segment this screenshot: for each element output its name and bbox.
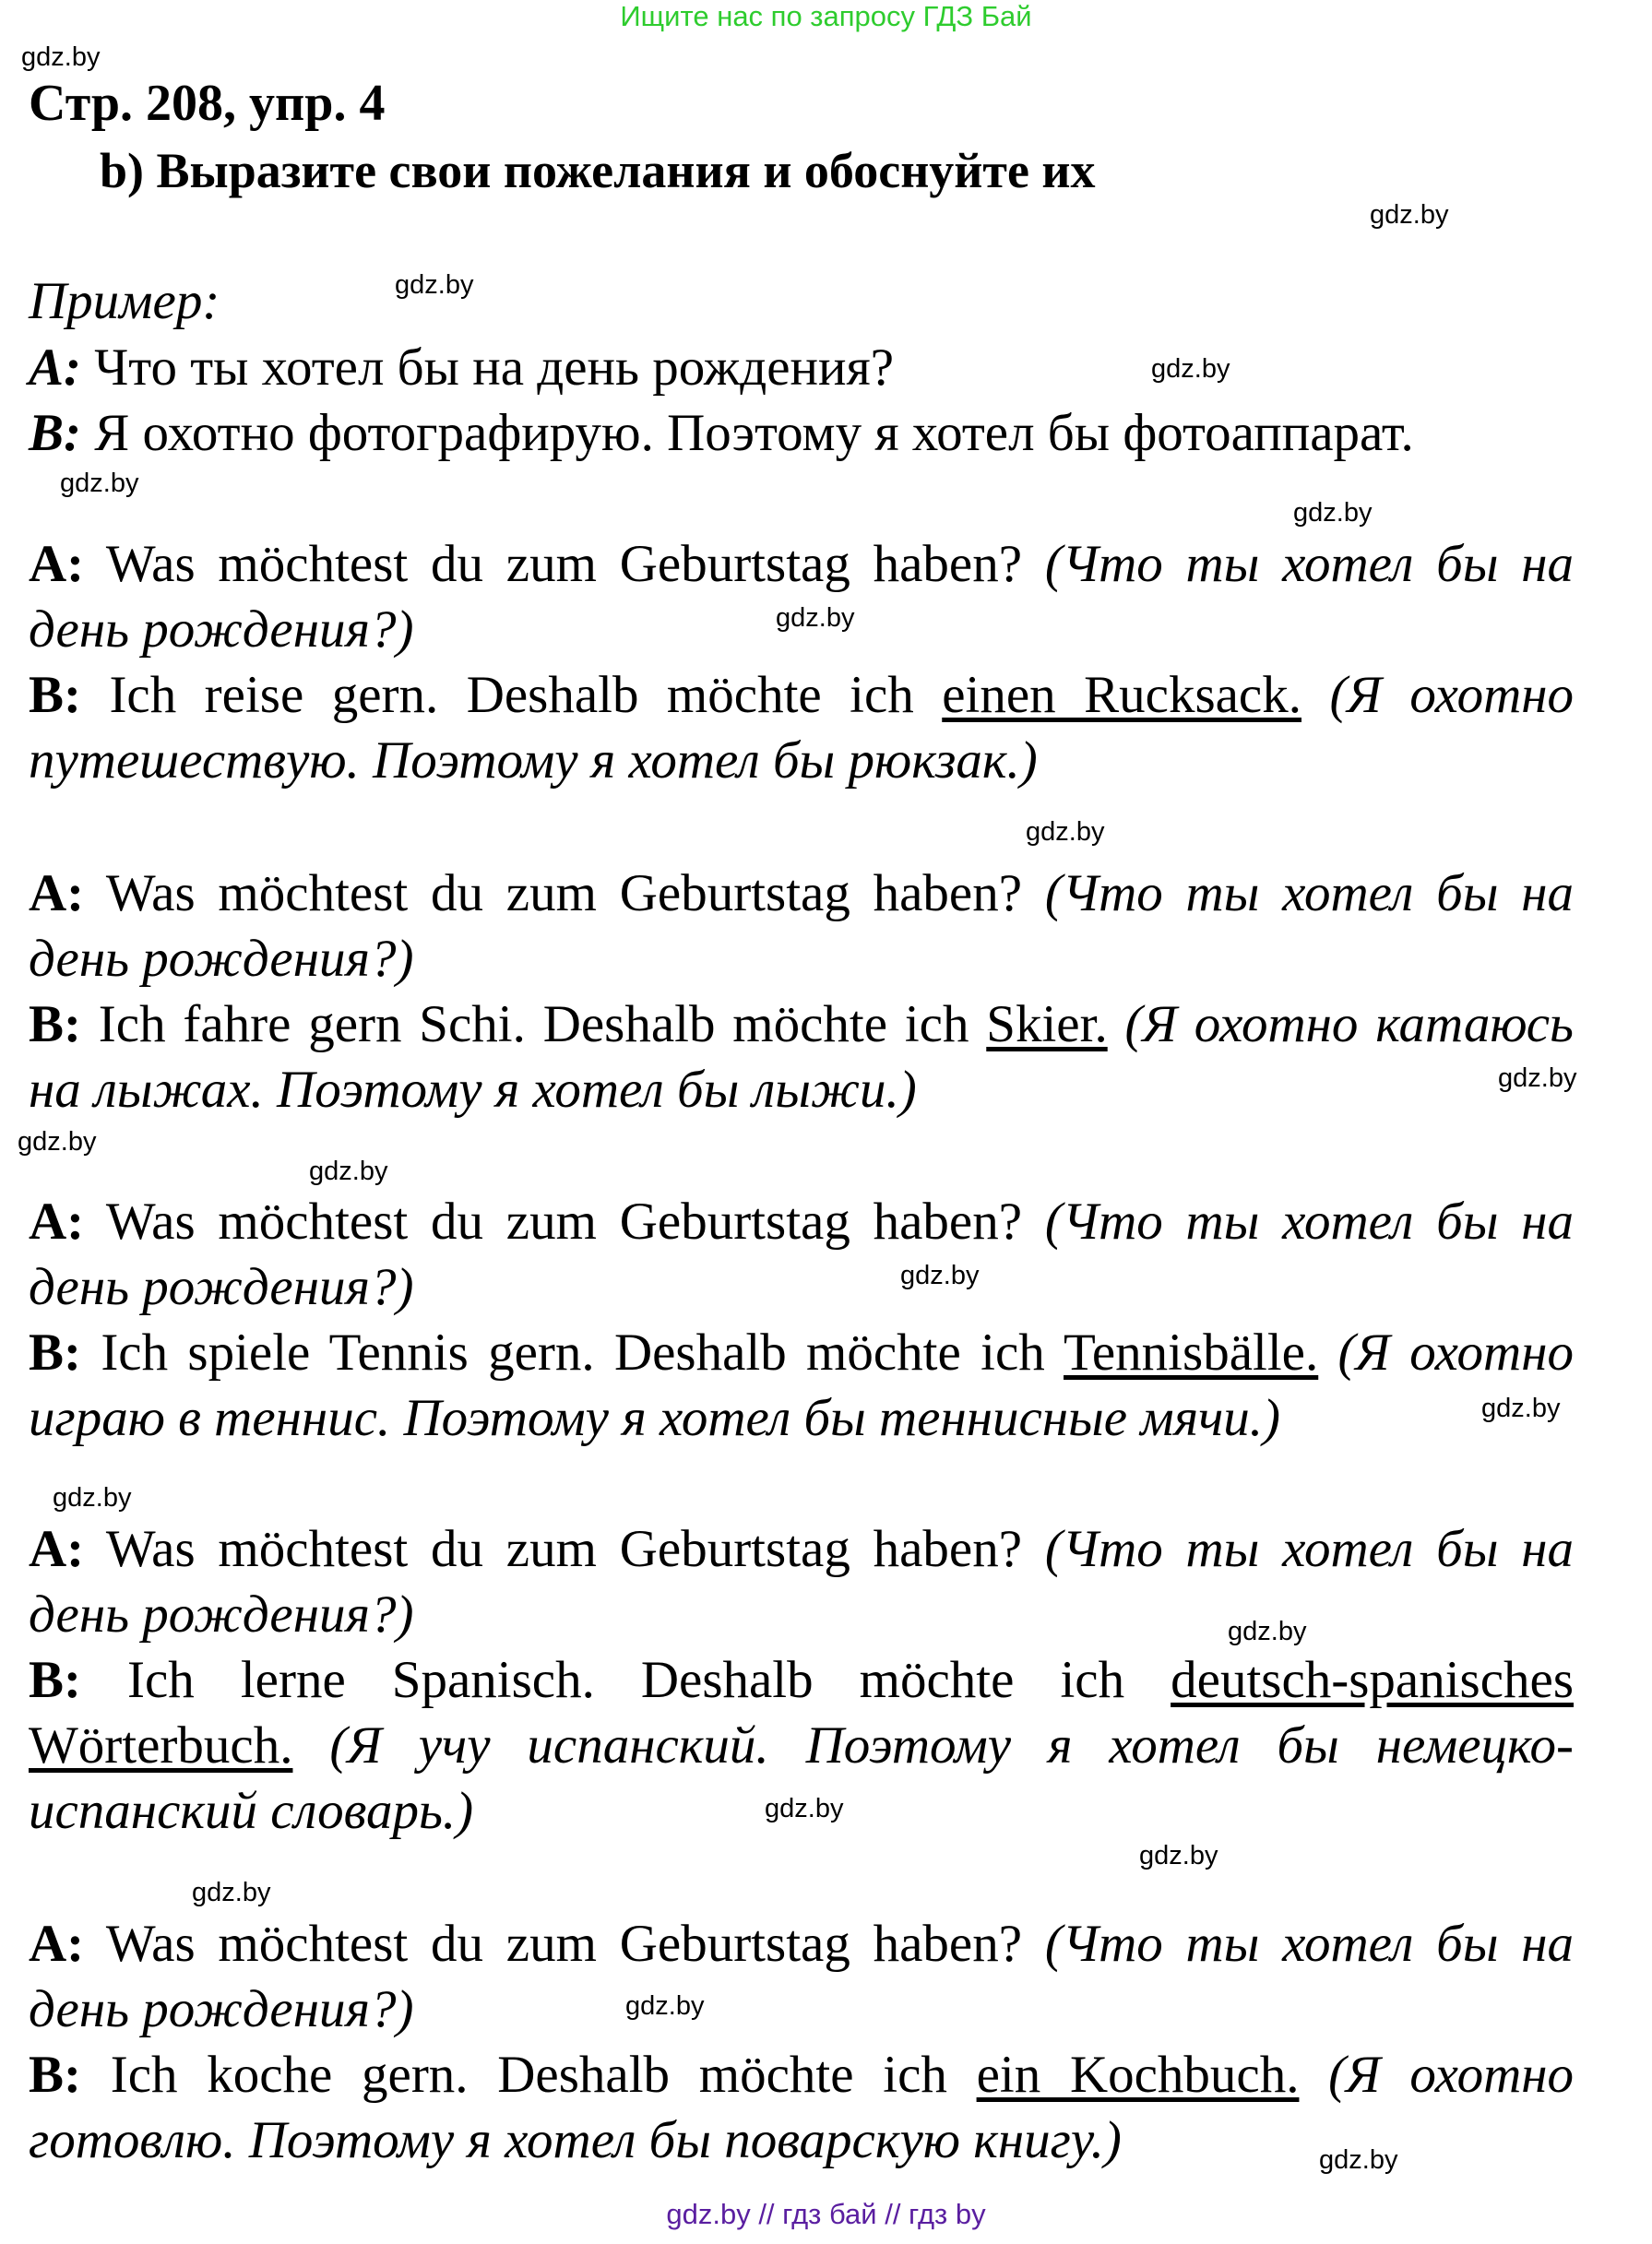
dialog-question: [29, 1516, 1574, 1647]
watermark: gdz.by: [776, 603, 855, 633]
question-text: Was möchtest du zum Geburtstag haben?: [105, 1520, 1023, 1578]
example-question: [29, 335, 894, 400]
answer-translation: (Я охотно путешествую. Поэтому я хотел бы рюкзак.): [29, 666, 1575, 790]
answer-underlined: einen Rucksack.: [942, 666, 1301, 724]
dialog-question: [29, 531, 1574, 662]
speaker-a-label: A:: [29, 1520, 85, 1578]
answer-underlined: Tennisbälle.: [1064, 1324, 1319, 1382]
watermark: gdz.by: [53, 1483, 132, 1513]
answer-text: Ich koche gern. Deshalb möchte ich: [110, 2046, 947, 2104]
dialog-3: [29, 1189, 1574, 1451]
speaker-b-label: B:: [29, 404, 81, 462]
dialog-question: [29, 861, 1574, 991]
page-title: Стр. 208, упр. 4: [29, 75, 386, 132]
speaker-b-label: B:: [29, 995, 81, 1053]
answer-translation: (Я охотно катаюсь на лыжах. Поэтому я хотел бы лыжи.): [29, 995, 1574, 1119]
watermark: gdz.by: [1151, 354, 1230, 384]
speaker-a-label: A:: [29, 1193, 85, 1251]
speaker-b-label: B:: [29, 2046, 81, 2104]
speaker-b-label: B:: [29, 1324, 81, 1382]
answer-text: Ich reise gern. Deshalb möchte ich: [109, 666, 914, 724]
watermark: gdz.by: [18, 1127, 97, 1157]
dialog-question: [29, 1911, 1574, 2042]
dialog-5: [29, 1911, 1574, 2173]
answer-underlined: deutsch-spanisches Wörterbuch.: [29, 1651, 1575, 1775]
question-translation: (Что ты хотел бы на день рождения?): [29, 1915, 1575, 2038]
watermark: gdz.by: [1293, 498, 1373, 528]
watermark: gdz.by: [395, 270, 474, 300]
watermark: gdz.by: [1319, 2145, 1398, 2175]
answer-translation: (Я учу испанский. Поэтому я хотел бы немецко-испанский словарь.): [29, 1716, 1574, 1840]
dialog-1: [29, 531, 1574, 793]
watermark: gdz.by: [1370, 200, 1449, 230]
question-translation: (Что ты хотел бы на день рождения?): [29, 864, 1575, 988]
example-question-text: Что ты хотел бы на день рождения?: [94, 338, 895, 397]
speaker-a-label: A:: [29, 864, 85, 922]
watermark: gdz.by: [1139, 1841, 1218, 1870]
watermark: gdz.by: [1026, 817, 1105, 847]
watermark: gdz.by: [625, 1991, 705, 2021]
watermark: gdz.by: [1228, 1617, 1307, 1646]
dialog-answer: [29, 1320, 1574, 1451]
watermark: gdz.by: [900, 1261, 980, 1290]
exercise-subtitle: b) Выразите свои пожелания и обоснуйте их: [100, 143, 1096, 198]
watermark: gdz.by: [309, 1157, 388, 1186]
answer-text: Ich spiele Tennis gern. Deshalb möchte ich: [101, 1324, 1045, 1382]
dialog-answer: [29, 662, 1574, 793]
question-translation: (Что ты хотел бы на день рождения?): [29, 1193, 1575, 1316]
speaker-a-label: A:: [29, 535, 85, 593]
dialog-2: [29, 861, 1577, 1122]
answer-text: Ich lerne Spanisch. Deshalb möchte ich: [127, 1651, 1125, 1709]
question-text: Was möchtest du zum Geburtstag haben?: [105, 535, 1023, 593]
watermark: gdz.by: [1481, 1394, 1561, 1423]
watermark: gdz.by: [21, 42, 101, 72]
answer-translation: (Я охотно играю в теннис. Поэтому я хотел бы теннисные мячи.): [29, 1324, 1574, 1447]
speaker-a-label: A:: [29, 338, 81, 397]
watermark: gdz.by: [60, 469, 139, 498]
answer-underlined: Skier.: [986, 995, 1108, 1053]
speaker-b-label: B:: [29, 666, 81, 724]
speaker-b-label: B:: [29, 1651, 81, 1709]
example-answer: [29, 400, 1414, 466]
watermark: gdz.by: [1498, 1063, 1577, 1093]
example-answer-text: Я охотно фотографирую. Поэтому я хотел бы фотоаппарат.: [94, 404, 1414, 462]
question-text: Was möchtest du zum Geburtstag haben?: [105, 1915, 1023, 1973]
question-translation: (Что ты хотел бы на день рождения?): [29, 1520, 1575, 1644]
question-translation: (Что ты хотел бы на день рождения?): [29, 535, 1575, 659]
question-text: Was möchtest du zum Geburtstag haben?: [105, 1193, 1023, 1251]
speaker-a-label: A:: [29, 1915, 85, 1973]
search-banner[interactable]: Ищите нас по запросу ГДЗ Бай: [620, 0, 1032, 32]
dialog-question: [29, 1189, 1574, 1320]
watermark: gdz.by: [765, 1794, 844, 1823]
question-text: Was möchtest du zum Geburtstag haben?: [105, 864, 1023, 922]
answer-underlined: ein Kochbuch.: [976, 2046, 1300, 2104]
answer-text: Ich fahre gern Schi. Deshalb möchte ich: [98, 995, 969, 1053]
answer-translation: (Я охотно готовлю. Поэтому я хотел бы поварскую книгу.): [29, 2046, 1575, 2169]
dialog-answer: [29, 991, 1577, 1122]
watermark: gdz.by: [192, 1878, 271, 1907]
footer-links[interactable]: gdz.by // гдз бай // гдз by: [666, 2198, 986, 2230]
example-label: Пример:: [29, 272, 220, 330]
